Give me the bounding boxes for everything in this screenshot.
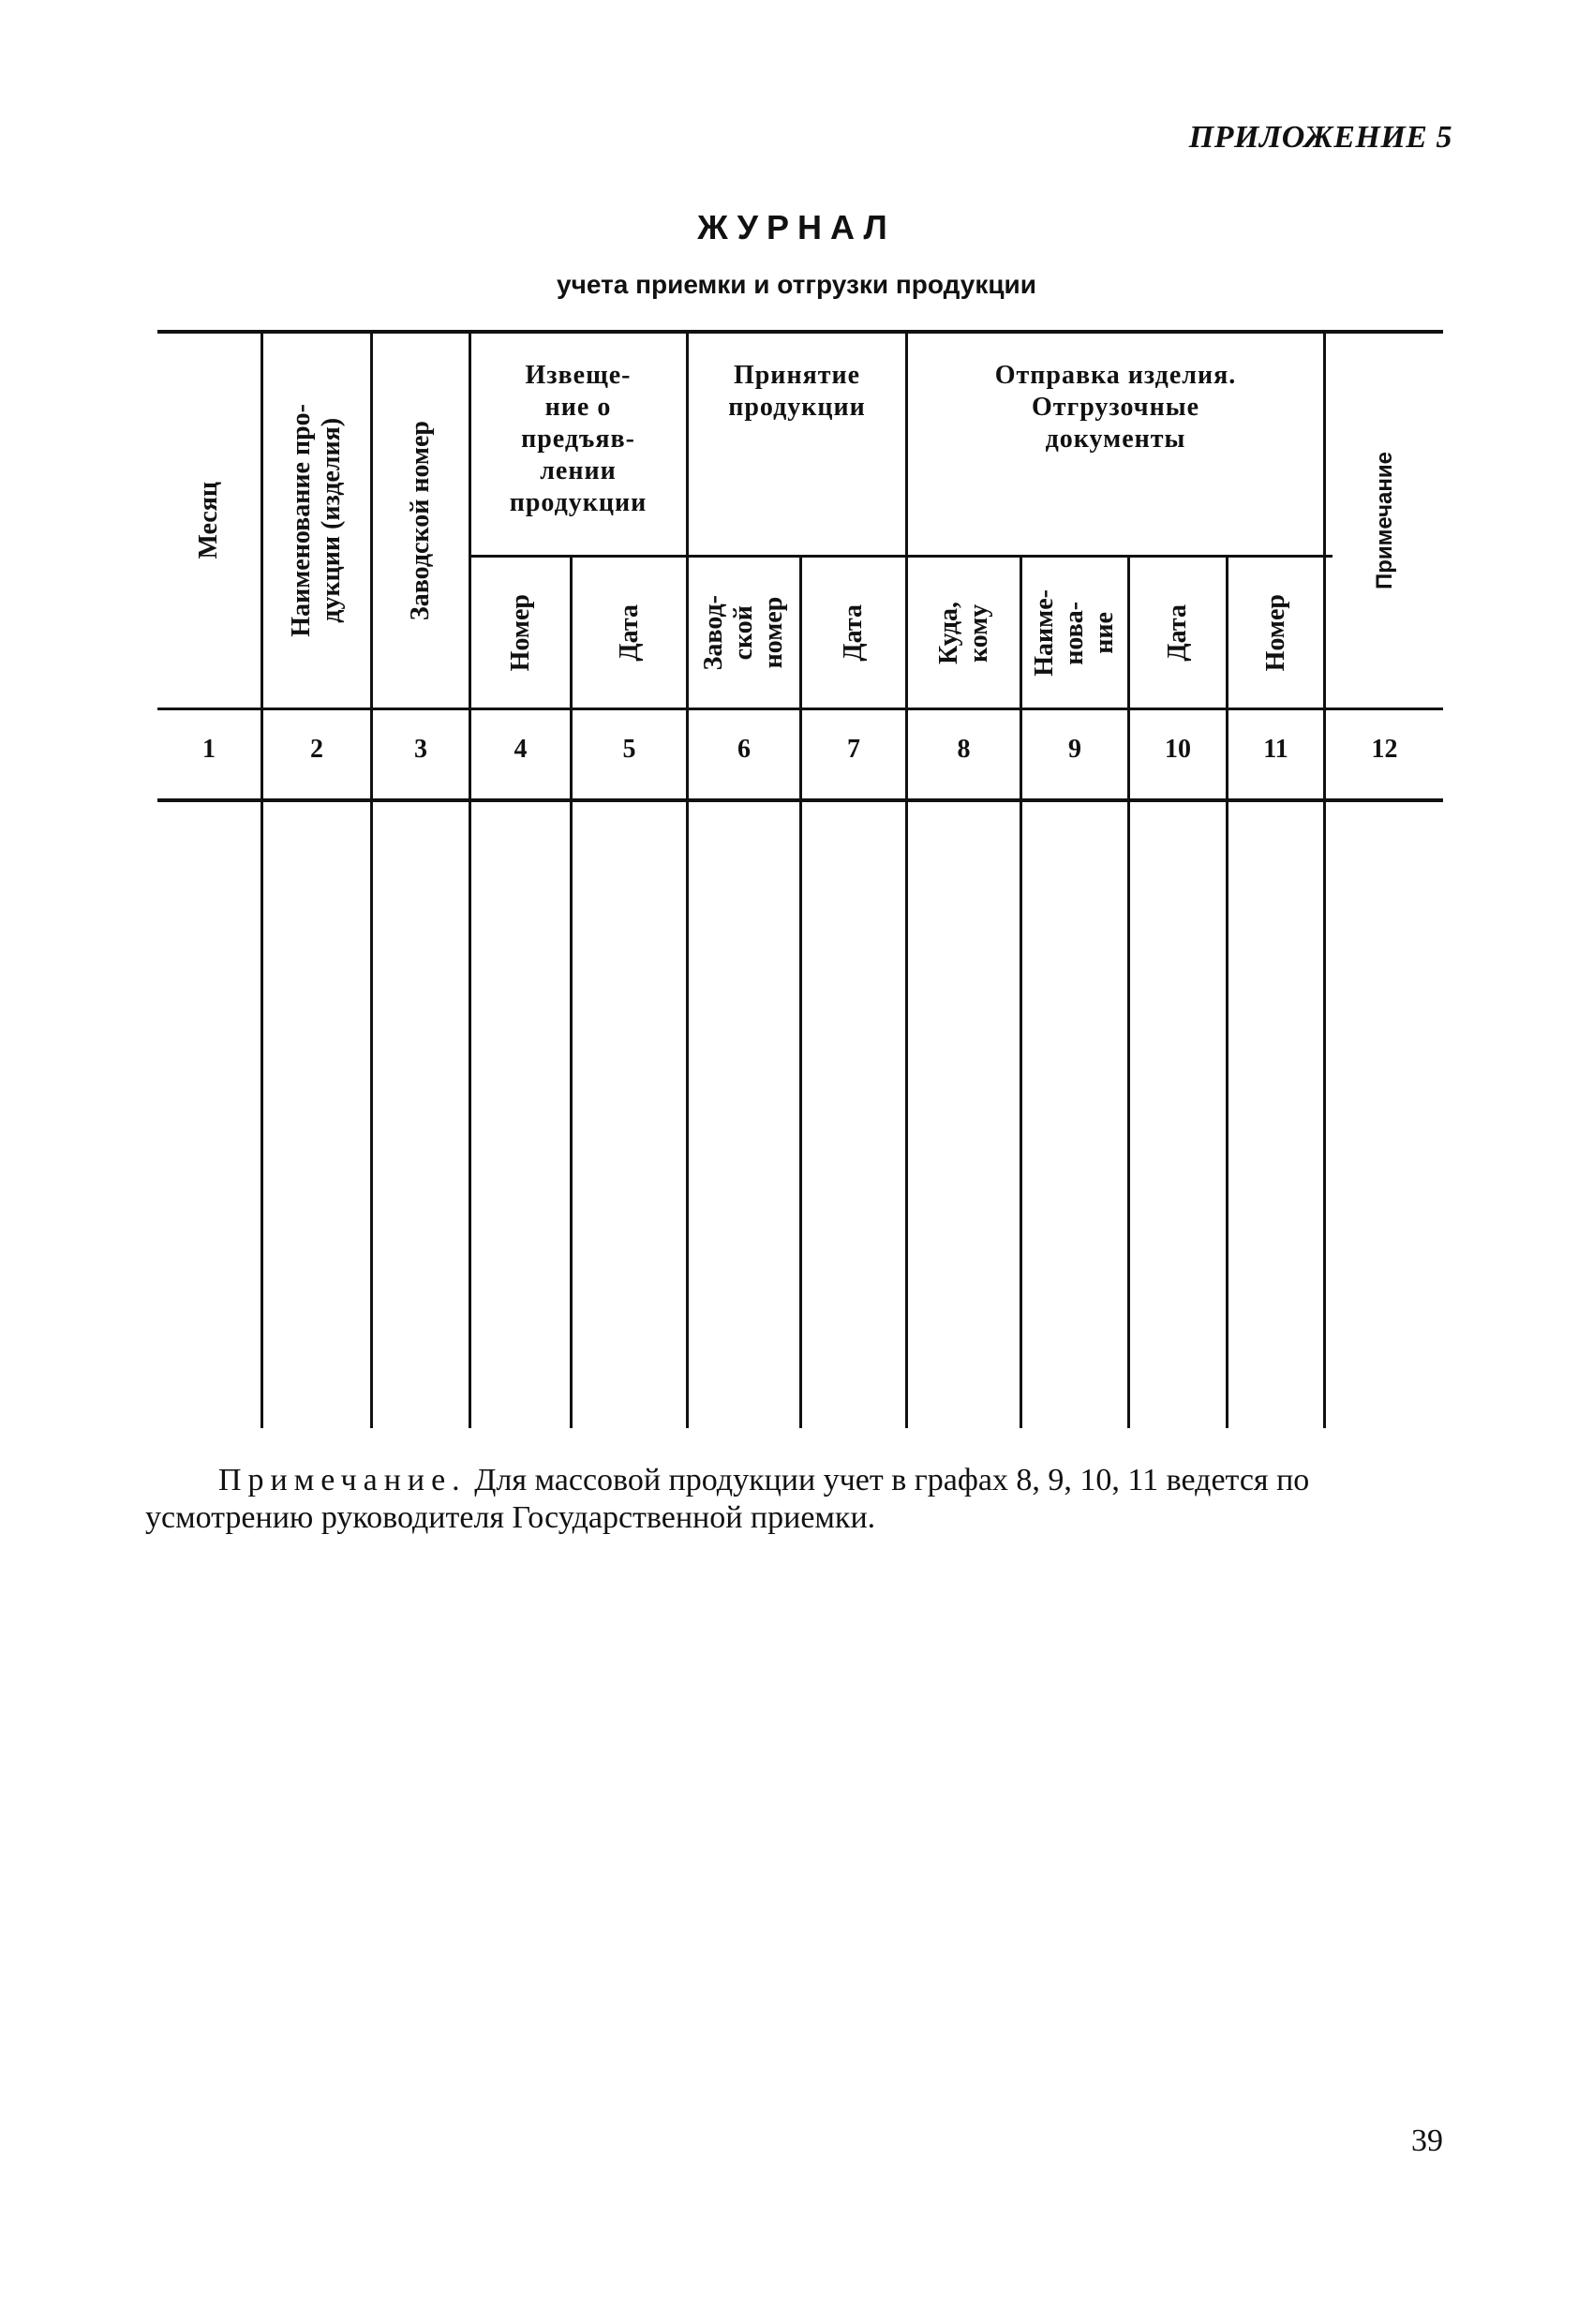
column-number: 9	[1068, 735, 1081, 764]
column-number: 4	[514, 735, 528, 764]
column-header-doc-number: Номер	[1260, 594, 1290, 672]
subheader-rule	[470, 555, 1332, 558]
column-header-notice-date: Дата	[614, 604, 644, 662]
column-number: 7	[847, 735, 860, 764]
journal-subtitle: учета приемки и отгрузки продукции	[557, 270, 1036, 299]
column-header-doc-name: Наиме- нова- ние	[1030, 589, 1119, 677]
journal-title: ЖУРНАЛ	[697, 208, 896, 246]
footnote-text: Для массовой продукции учет в графах 8, 9, 10, 11 ведется по усмотрению руководителя Государственной приемки.	[145, 1463, 1310, 1535]
column-header-accept-date: Дата	[839, 604, 868, 662]
page-number: 39	[1411, 2123, 1443, 2158]
column-divider	[905, 334, 908, 1428]
column-number: 8	[957, 735, 971, 764]
column-number: 6	[737, 735, 751, 764]
column-header-month: Месяц	[194, 482, 223, 559]
column-divider	[686, 334, 689, 1428]
footnote-label: Примечание.	[218, 1463, 467, 1497]
group-header-acceptance: Принятие продукции	[728, 361, 866, 422]
column-number: 5	[622, 735, 636, 764]
column-header-destination: Куда, кому	[933, 601, 993, 664]
column-number: 10	[1165, 735, 1191, 764]
column-header-doc-date: Дата	[1163, 604, 1192, 662]
group-header-notice: Извеще- ние о предъяв- лении продукции	[509, 361, 648, 517]
group-header-shipment: Отправка изделия. Отгрузочные документы	[994, 361, 1237, 454]
column-number: 3	[414, 735, 427, 764]
column-number: 12	[1371, 735, 1398, 764]
footnote	[145, 1462, 1429, 1537]
column-number: 11	[1263, 735, 1288, 764]
column-header-accept-serial: Завод- ской номер	[699, 595, 788, 671]
column-number: 1	[202, 735, 216, 764]
column-header-remarks: Примечание	[1371, 451, 1397, 590]
column-header-serial-number: Заводской номер	[406, 420, 435, 621]
column-number: 2	[310, 735, 323, 764]
appendix-label: ПРИЛОЖЕНИЕ 5	[1188, 120, 1452, 155]
column-header-product-name: Наименование про- дукции (изделия)	[287, 404, 346, 637]
column-header-notice-number: Номер	[505, 594, 535, 672]
